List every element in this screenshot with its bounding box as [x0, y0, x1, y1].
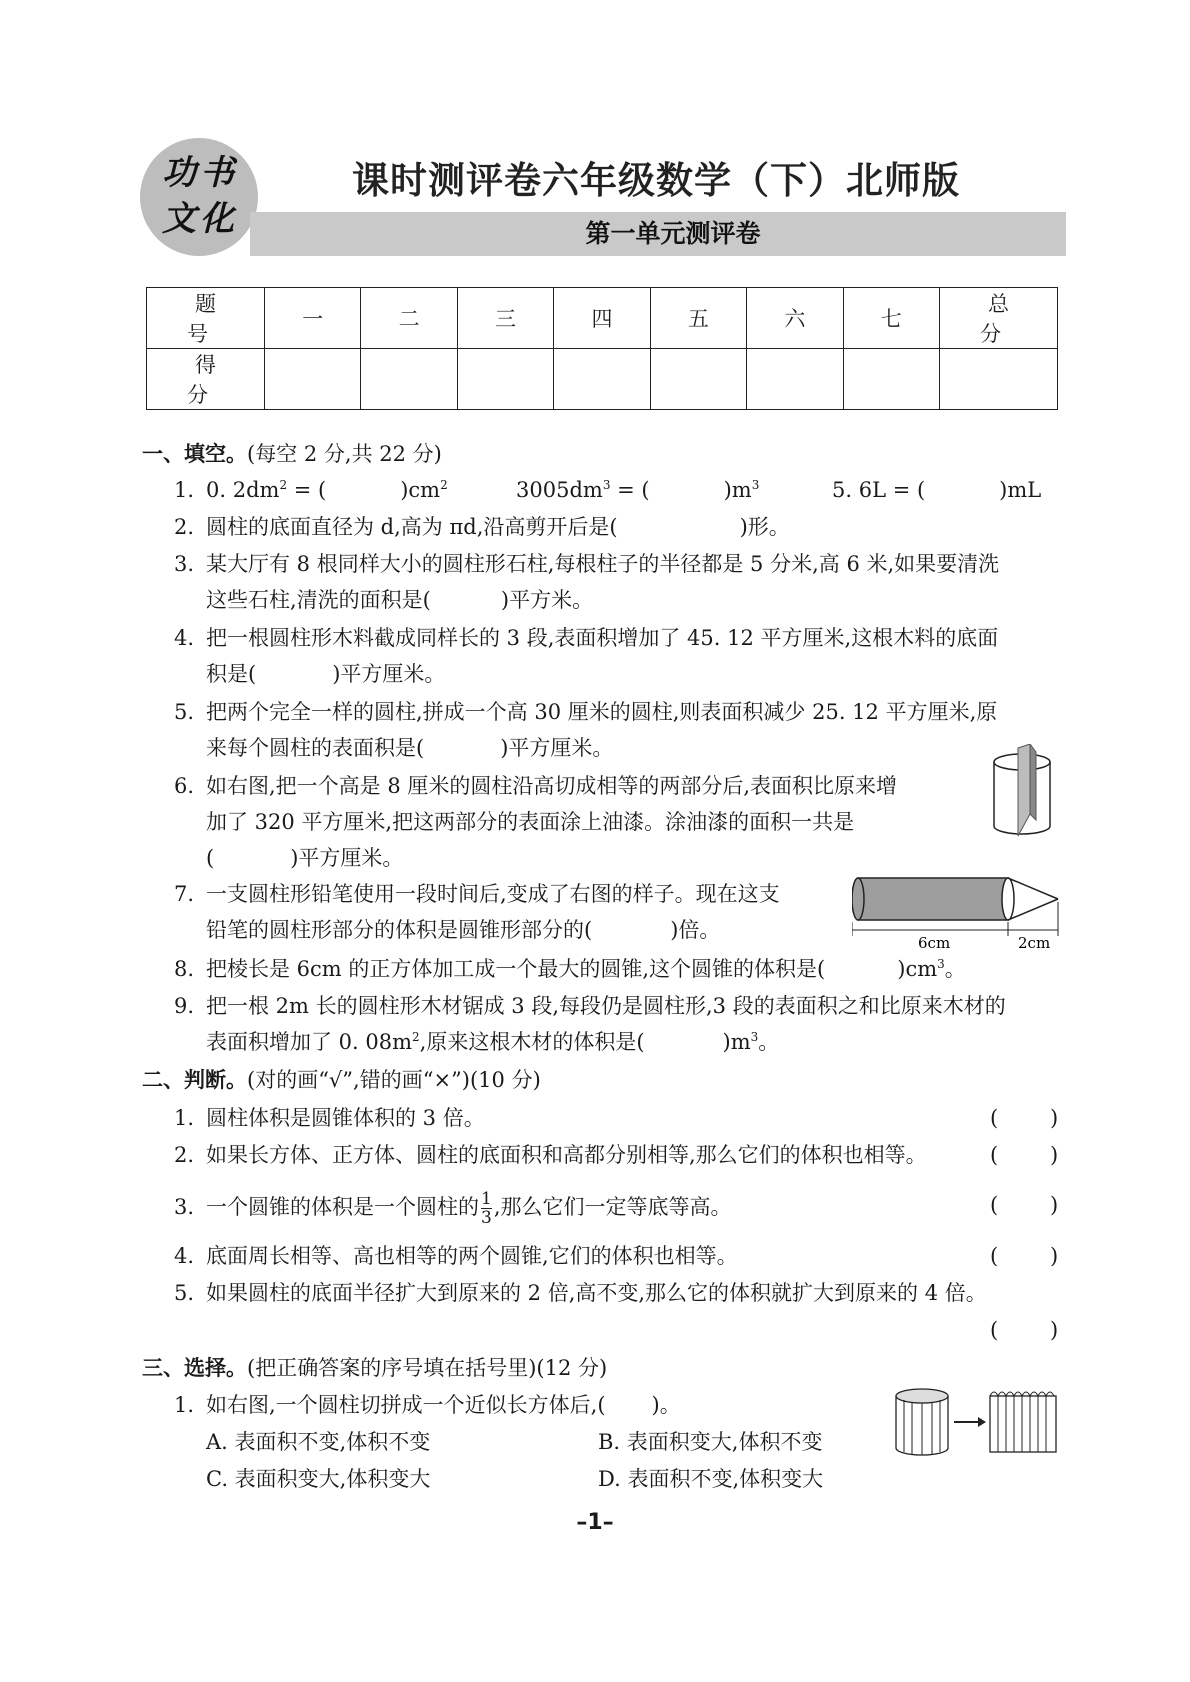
question-number: 1.	[174, 1393, 195, 1417]
score-cell-3: 三	[457, 288, 553, 349]
logo-line-1: 功书	[162, 153, 238, 193]
q9-line2a: 表面积增加了 0. 08m	[206, 1030, 413, 1054]
score-table-header-row	[147, 288, 1058, 349]
s2-q5	[174, 1279, 987, 1307]
answer-paren-open: (	[990, 1143, 999, 1167]
superscript: 3	[751, 478, 760, 492]
question-number: 6.	[174, 774, 195, 798]
superscript: 2	[412, 1030, 420, 1044]
question-number: 8.	[174, 957, 195, 981]
q7-line2a: 铅笔的圆柱形部分的体积是圆锥形部分的(	[206, 918, 593, 942]
q1-part-b2: = (	[610, 478, 650, 502]
q8-end2: 。	[944, 957, 966, 981]
score-blank[interactable]	[843, 349, 939, 410]
s1-q1-b	[516, 476, 759, 504]
s1-q1	[174, 476, 448, 504]
page-number: –1–	[576, 1510, 614, 1535]
section1-heading	[142, 440, 442, 468]
s2-q1	[174, 1104, 485, 1132]
score-row-label: 得 分	[147, 349, 265, 410]
question-number: 5.	[174, 700, 195, 724]
q4-line1: 把一根圆柱形木料截成同样长的 3 段,表面积增加了 45. 12 平方厘米,这根木料的底面	[206, 626, 999, 650]
logo-text	[150, 150, 250, 242]
q1-part-a: 0. 2dm	[206, 478, 280, 502]
s3-q1-text-a: 如右图,一个圆柱切拼成一个近似长方体后,(	[206, 1393, 606, 1417]
question-number: 1.	[174, 478, 195, 502]
q1-part-b: 3005dm	[516, 478, 603, 502]
score-blank[interactable]	[265, 349, 361, 410]
answer-paren-open: (	[990, 1193, 999, 1217]
s2-q2	[174, 1141, 927, 1169]
s1-q3-line2	[206, 586, 593, 614]
s3-q1-text-b: )。	[651, 1393, 681, 1417]
s1-q9-line2	[206, 1028, 779, 1056]
q4-line2b: )平方厘米。	[332, 662, 446, 686]
s2-q3-text-b: ,那么它们一定等底等高。	[493, 1195, 732, 1219]
answer-paren-close: )	[1050, 1106, 1059, 1130]
s1-q7-line2	[206, 916, 720, 944]
s2-q4	[174, 1242, 738, 1270]
answer-paren-close: )	[1050, 1143, 1059, 1167]
publisher-logo	[140, 138, 258, 256]
q9-line1: 把一根 2m 长的圆柱形木材锯成 3 段,每段仍是圆柱形,3 段的表面积之和比原来木材的	[206, 994, 1006, 1018]
s1-q6-line3	[206, 844, 403, 872]
superscript: 3	[937, 957, 945, 971]
score-cell-label: 题 号	[147, 288, 265, 349]
answer-paren-open: (	[990, 1244, 999, 1268]
score-blank[interactable]	[650, 349, 746, 410]
superscript: 2	[440, 478, 448, 492]
q9-line2d: 。	[758, 1030, 780, 1054]
q3-line2a: 这些石柱,清洗的面积是(	[206, 588, 431, 612]
q4-line2a: 积是(	[206, 662, 257, 686]
q6-line1: 如右图,把一个高是 8 厘米的圆柱沿高切成相等的两部分后,表面积比原来增	[206, 774, 898, 798]
q1-part-a2: = (	[287, 478, 327, 502]
arrow-icon	[954, 1417, 986, 1427]
cylinder-to-cuboid-figure	[892, 1386, 1062, 1458]
one-third-fraction	[481, 1190, 492, 1227]
question-number: 4.	[174, 626, 195, 650]
segmented-cylinder	[896, 1389, 948, 1455]
q7-line1: 一支圆柱形铅笔使用一段时间后,变成了右图的样子。现在这支	[206, 882, 780, 906]
superscript: 3	[602, 478, 611, 492]
score-cell-5: 五	[650, 288, 746, 349]
choice-a[interactable]: A. 表面积不变,体积不变	[206, 1430, 431, 1454]
s1-q2	[174, 513, 790, 541]
q5-line2b: )平方厘米。	[500, 736, 614, 760]
score-cell-total: 总 分	[940, 288, 1058, 349]
score-cell-2: 二	[361, 288, 457, 349]
score-blank[interactable]	[940, 349, 1058, 410]
q6-line2: 加了 320 平方厘米,把这两部分的表面涂上油漆。涂油漆的面积一共是	[206, 810, 855, 834]
score-cell-7: 七	[843, 288, 939, 349]
page-title: 课时测评卷六年级数学（下）北师版	[352, 159, 960, 202]
s1-q1-c	[832, 476, 1041, 504]
q1-part-b3: )m	[723, 478, 752, 502]
superscript: 2	[279, 478, 288, 492]
q2-text: 圆柱的底面直径为 d,高为 πd,沿高剪开后是(	[206, 515, 618, 539]
q1-part-c: 5. 6L = (	[832, 478, 926, 502]
question-number: 4.	[174, 1244, 195, 1268]
section1-title: 一、填空。	[142, 442, 247, 466]
s1-q9-line1	[174, 992, 1006, 1020]
question-number: 1.	[174, 1106, 195, 1130]
q2-end: )形。	[739, 515, 790, 539]
subtitle-band	[250, 212, 1066, 256]
pencil-dim-cylinder: 6cm	[918, 934, 951, 950]
question-number: 2.	[174, 515, 195, 539]
score-blank[interactable]	[554, 349, 650, 410]
s1-q3-line1	[174, 550, 999, 578]
q3-line2b: )平方米。	[500, 588, 594, 612]
section1-note: (每空 2 分,共 22 分)	[247, 442, 442, 466]
q8-end: )cm	[897, 957, 938, 981]
s2-q1-text: 圆柱体积是圆锥体积的 3 倍。	[206, 1106, 485, 1130]
q8-text: 把棱长是 6cm 的正方体加工成一个最大的圆锥,这个圆锥的体积是(	[206, 957, 826, 981]
s1-q7-line1	[174, 880, 780, 908]
approximate-cuboid	[990, 1392, 1056, 1452]
pencil-dim-cone: 2cm	[1018, 934, 1051, 950]
score-table	[146, 287, 1062, 410]
q5-line2a: 来每个圆柱的表面积是(	[206, 736, 425, 760]
page-subtitle: 第一单元测评卷	[585, 219, 761, 248]
score-table-score-row	[147, 349, 1058, 410]
pencil-figure	[852, 870, 1068, 950]
fraction-numerator: 1	[481, 1189, 492, 1209]
q3-line1: 某大厅有 8 根同样大小的圆柱形石柱,每根柱子的半径都是 5 分米,高 6 米,如果要清洗	[206, 552, 1000, 576]
section3-note: (把正确答案的序号填在括号里)(12 分)	[247, 1356, 608, 1380]
section2-heading	[142, 1066, 541, 1094]
fraction-denominator: 3	[481, 1208, 492, 1228]
q1-part-a3: )cm	[400, 478, 441, 502]
question-number: 2.	[174, 1143, 195, 1167]
choice-b[interactable]: B. 表面积变大,体积不变	[598, 1430, 823, 1454]
s1-q5-line1	[174, 698, 997, 726]
q7-line2b: )倍。	[670, 918, 721, 942]
s2-q3-text-a: 一个圆锥的体积是一个圆柱的	[206, 1195, 479, 1219]
q5-line1: 把两个完全一样的圆柱,拼成一个高 30 厘米的圆柱,则表面积减少 25. 12 平方厘米,原	[206, 700, 998, 724]
q6-line3a: (	[206, 846, 215, 870]
s3-q1	[174, 1391, 681, 1419]
superscript: 3	[750, 1030, 759, 1044]
q1-part-c2: )mL	[999, 478, 1042, 502]
score-blank[interactable]	[457, 349, 553, 410]
answer-paren-open: (	[990, 1106, 999, 1130]
s1-q5-line2	[206, 734, 613, 762]
s2-q2-text: 如果长方体、正方体、圆柱的底面积和高都分别相等,那么它们的体积也相等。	[206, 1143, 927, 1167]
s1-q8	[174, 955, 966, 983]
s1-q4-line1	[174, 624, 998, 652]
question-number: 7.	[174, 882, 195, 906]
q9-line2b: ,原来这根木材的体积是(	[419, 1030, 645, 1054]
s2-q4-text: 底面周长相等、高也相等的两个圆锥,它们的体积也相等。	[206, 1244, 738, 1268]
section3-title: 三、选择。	[142, 1356, 247, 1380]
section3-heading	[142, 1354, 607, 1382]
score-cell-4: 四	[554, 288, 650, 349]
answer-paren-open: (	[990, 1318, 999, 1342]
choice-c[interactable]: C. 表面积变大,体积变大	[206, 1467, 431, 1491]
q6-line3b: )平方厘米。	[290, 846, 404, 870]
answer-paren-close: )	[1050, 1244, 1059, 1268]
s1-q6-line2	[206, 808, 854, 836]
score-blank[interactable]	[361, 349, 457, 410]
choice-d[interactable]: D. 表面积不变,体积变大	[598, 1467, 824, 1491]
answer-paren-close: )	[1050, 1193, 1059, 1217]
section2-title: 二、判断。	[142, 1068, 247, 1092]
s2-q5-text: 如果圆柱的底面半径扩大到原来的 2 倍,高不变,那么它的体积就扩大到原来的 4 倍。	[206, 1281, 987, 1305]
answer-paren-close: )	[1050, 1318, 1059, 1342]
logo-line-2: 文化	[162, 199, 238, 239]
cut-cylinder-figure	[990, 744, 1072, 844]
question-number: 9.	[174, 994, 195, 1018]
s2-q3	[174, 1190, 732, 1227]
question-number: 3.	[174, 552, 195, 576]
question-number: 3.	[174, 1195, 195, 1219]
score-cell-1: 一	[265, 288, 361, 349]
section2-note: (对的画“√”,错的画“×”)(10 分)	[247, 1068, 541, 1092]
q9-line2c: )m	[722, 1030, 751, 1054]
score-blank[interactable]	[747, 349, 843, 410]
question-number: 5.	[174, 1281, 195, 1305]
s1-q4-line2	[206, 660, 445, 688]
s1-q6-line1	[174, 772, 897, 800]
score-cell-6: 六	[747, 288, 843, 349]
